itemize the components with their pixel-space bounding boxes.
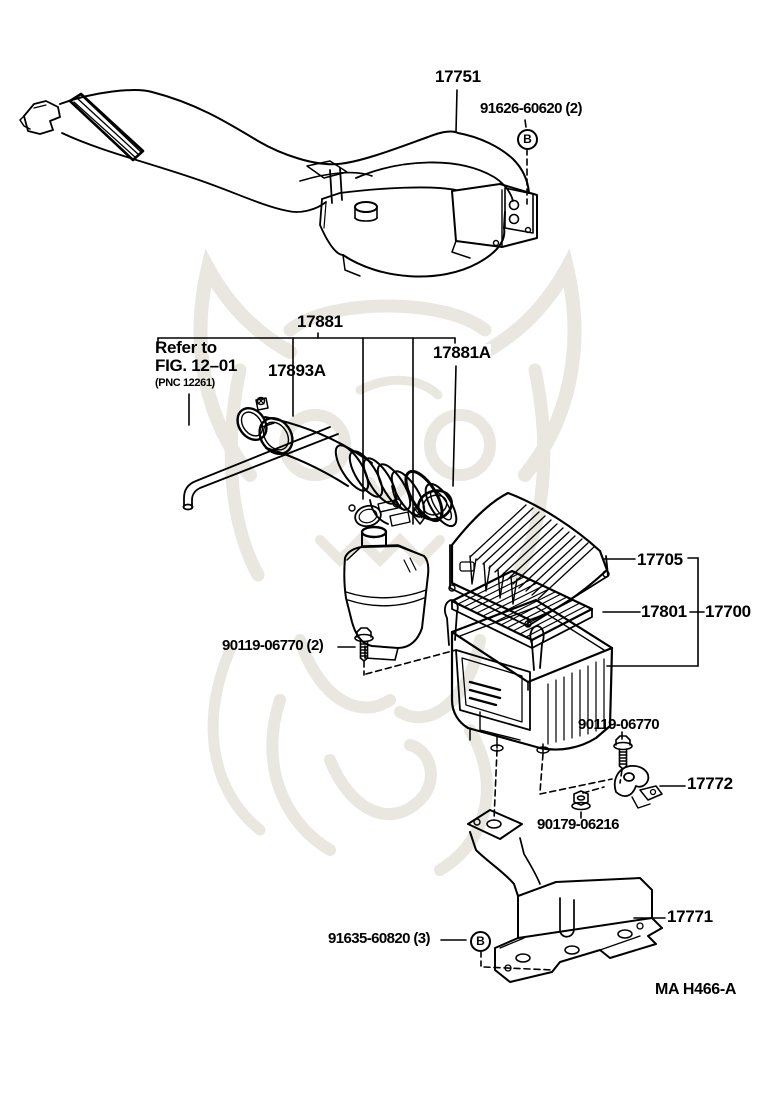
refer-note-line3[interactable]: (PNC 12261) <box>155 377 215 389</box>
refer-note-line1[interactable]: Refer to <box>155 338 217 357</box>
callout-90179-06216[interactable]: 90179-06216 <box>537 816 619 833</box>
bolt-icon <box>614 736 632 769</box>
callout-90119-06770[interactable]: 90119-06770 <box>578 716 659 733</box>
callout-17893A[interactable]: 17893A <box>268 361 326 380</box>
refer-note-line2[interactable]: FIG. 12–01 <box>155 356 238 375</box>
bolt-icon <box>355 628 373 661</box>
assembly-dashed-lines <box>364 149 622 970</box>
callout-91635-60820[interactable]: 91635-60820 (3) <box>328 930 430 947</box>
air-hose-drawing <box>232 398 463 531</box>
bracket-17771-drawing <box>468 810 662 982</box>
callout-17772[interactable]: 17772 <box>687 774 733 793</box>
callout-17705[interactable]: 17705 <box>637 550 683 569</box>
filter-element-drawing <box>452 571 592 648</box>
callout-17881A[interactable]: 17881A <box>433 343 491 362</box>
air-duct-drawing <box>20 90 537 276</box>
loose-clamp-parts-drawing <box>349 499 410 529</box>
callout-17751[interactable]: 17751 <box>435 67 481 86</box>
figure-code: MA H466-A <box>655 981 737 998</box>
callout-90119-06770-2[interactable]: 90119-06770 (2) <box>222 637 324 654</box>
callout-17700[interactable]: 17700 <box>705 602 751 621</box>
callout-91626-60620[interactable]: 91626-60620 (2) <box>480 100 582 117</box>
callout-17801[interactable]: 17801 <box>641 602 687 621</box>
callout-17771[interactable]: 17771 <box>667 907 713 926</box>
nut-icon <box>572 791 590 810</box>
fastener-marker-b-bottom: B <box>470 931 491 952</box>
callout-17881[interactable]: 17881 <box>297 312 343 331</box>
fastener-marker-b-top: B <box>517 129 538 150</box>
